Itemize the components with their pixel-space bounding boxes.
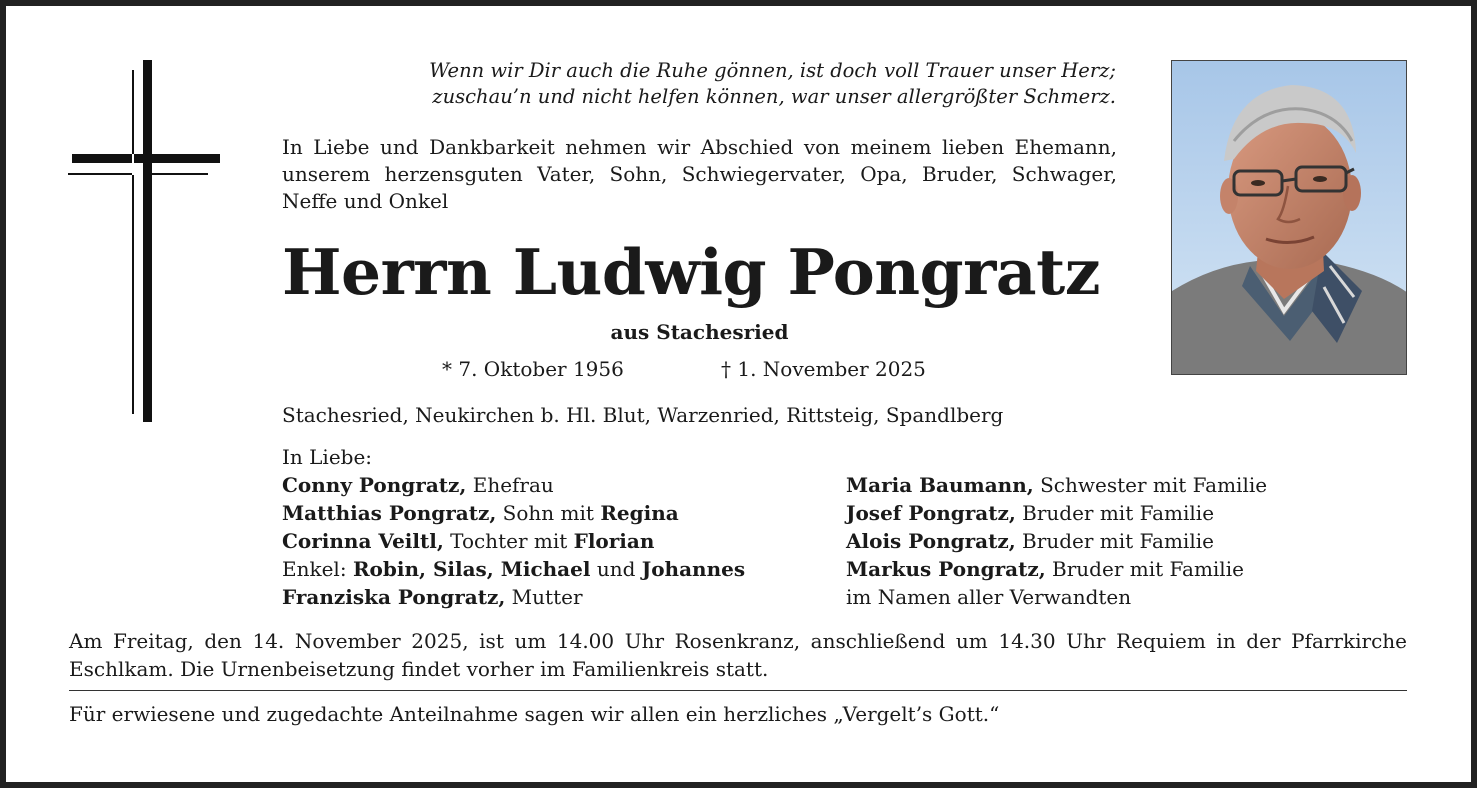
mourners-heading: In Liebe: bbox=[282, 445, 373, 469]
thanks-note: Für erwiesene und zugedachte Anteilnahme sagen wir allen ein herzliches „Vergelt’s Gott.“ bbox=[69, 702, 1000, 726]
farewell-intro: In Liebe und Dankbarkeit nehmen wir Abschied von meinem lieben Ehemann, unserem herzensguten Vater, Sohn, Schwiegervater, Opa, Bruder, Schwager, Neffe und Onkel bbox=[282, 135, 1117, 213]
memorial-verse bbox=[282, 58, 1116, 110]
mourner-relation: Mutter bbox=[505, 585, 583, 609]
mourners-list-right bbox=[846, 471, 1267, 611]
mourner-relation: Ehefrau bbox=[466, 473, 554, 497]
mourner-relation: Bruder mit Familie bbox=[1015, 501, 1215, 525]
deceased-name: Herrn Ludwig Pongratz bbox=[282, 235, 1100, 309]
memorial-cross-icon bbox=[68, 60, 222, 425]
death-date: † 1. November 2025 bbox=[721, 357, 926, 381]
portrait-photo bbox=[1171, 60, 1407, 375]
mourner-relation: Bruder mit Familie bbox=[1015, 529, 1214, 553]
mourner-name: Markus Pongratz, bbox=[846, 557, 1046, 581]
mourner-relation: Sohn mit bbox=[496, 501, 601, 525]
mourner-name: Alois Pongratz, bbox=[846, 529, 1016, 553]
mourner-relation: Bruder mit Familie bbox=[1045, 557, 1244, 581]
places-list: Stachesried, Neukirchen b. Hl. Blut, Warzenried, Rittsteig, Spandlberg bbox=[282, 403, 1004, 427]
mourner-relation: im Namen aller Verwandten bbox=[846, 585, 1132, 609]
mourner-entry bbox=[846, 583, 1267, 611]
mourner-entry bbox=[846, 499, 1267, 527]
divider bbox=[69, 690, 1407, 691]
mourner-entry bbox=[282, 499, 745, 527]
mourners-list-left bbox=[282, 471, 745, 611]
mourner-name: Matthias Pongratz, bbox=[282, 501, 497, 525]
mourner-name: Robin, Silas, Michael bbox=[352, 557, 591, 581]
mourner-partner: Regina bbox=[600, 501, 679, 525]
mourner-entry bbox=[282, 471, 745, 499]
memorial-verse-line-2: zuschau’n und nicht helfen können, war unser allergrößter Schmerz. bbox=[432, 85, 1116, 108]
mourner-name: Franziska Pongratz, bbox=[282, 585, 506, 609]
mourner-entry bbox=[846, 471, 1267, 499]
mourner-entry bbox=[282, 555, 745, 583]
mourner-entry bbox=[846, 555, 1267, 583]
mourner-prefix: Enkel: bbox=[282, 557, 353, 581]
mourner-name: Maria Baumann, bbox=[846, 473, 1034, 497]
memorial-verse-line-1: Wenn wir Dir auch die Ruhe gönnen, ist doch voll Trauer unser Herz; bbox=[429, 59, 1116, 82]
mourner-relation: Tochter mit bbox=[443, 529, 574, 553]
mourner-entry bbox=[282, 583, 745, 611]
birth-date: * 7. Oktober 1956 bbox=[442, 357, 624, 381]
mourner-partner: Johannes bbox=[641, 557, 746, 581]
mourner-relation: und bbox=[590, 557, 642, 581]
mourner-entry bbox=[282, 527, 745, 555]
mourner-name: Conny Pongratz, bbox=[282, 473, 467, 497]
funeral-service-info: Am Freitag, den 14. November 2025, ist um 14.00 Uhr Rosenkranz, anschließend um 14.30 Uhr Requiem in der Pfarrkirche Eschlkam. Die Urnenbeisetzung findet vorher im Familienkreis statt. bbox=[69, 629, 1407, 681]
deceased-origin: aus Stachesried bbox=[610, 320, 789, 344]
mourner-name: Corinna Veiltl, bbox=[282, 529, 444, 553]
mourner-entry bbox=[846, 527, 1267, 555]
mourner-partner: Florian bbox=[573, 529, 655, 553]
mourner-name: Josef Pongratz, bbox=[846, 501, 1016, 525]
mourner-relation: Schwester mit Familie bbox=[1033, 473, 1268, 497]
